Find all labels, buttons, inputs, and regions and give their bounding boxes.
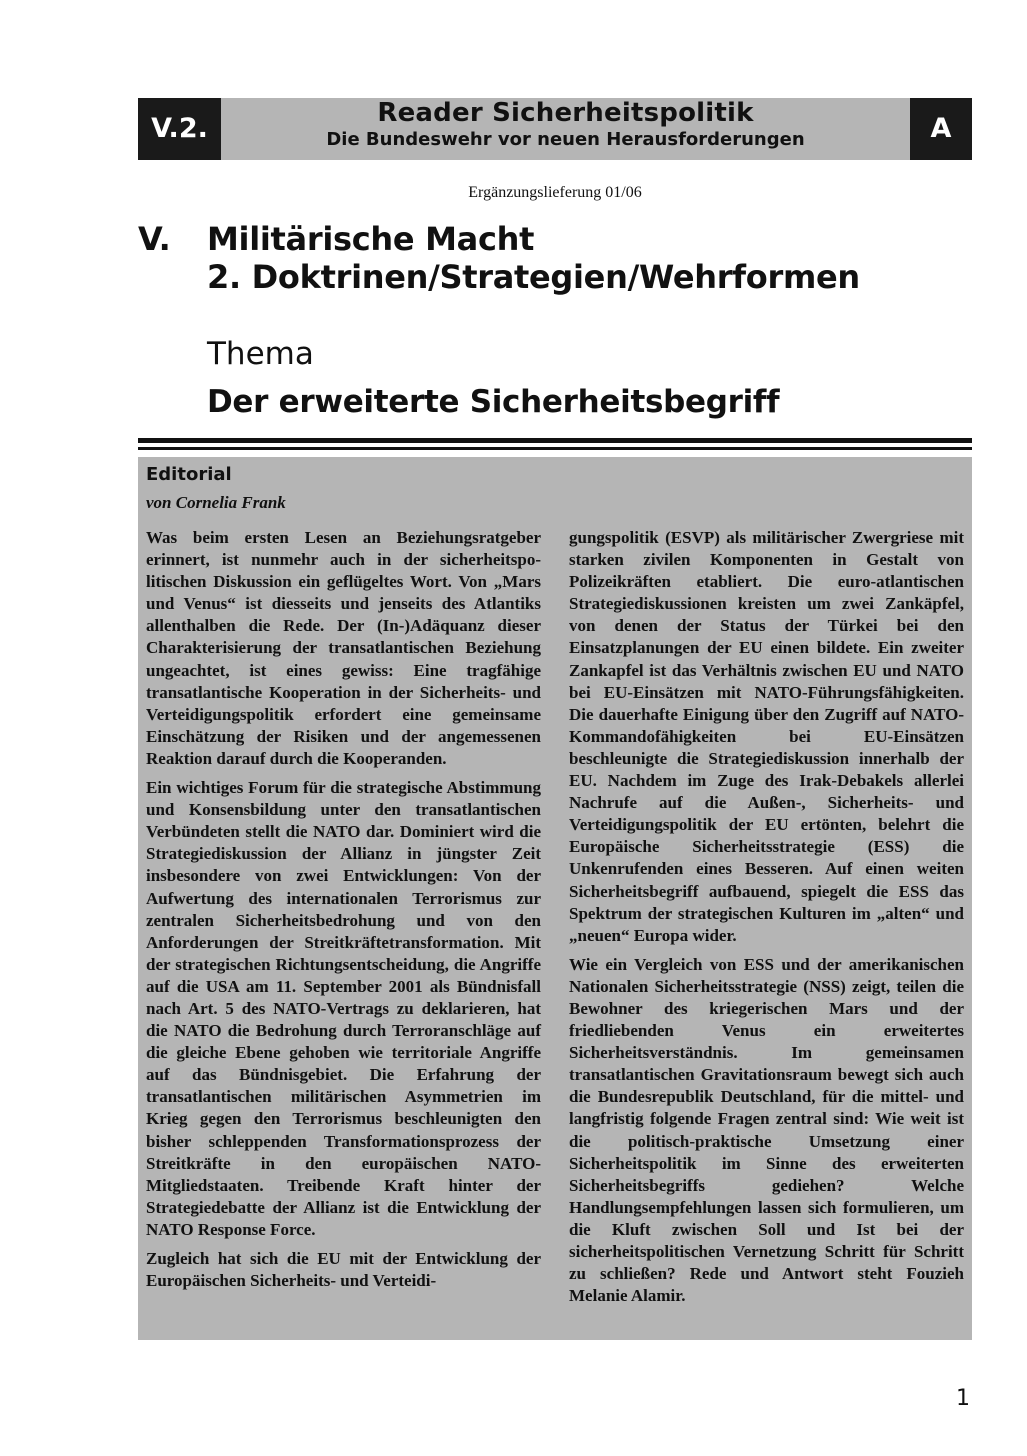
supplement-note: Ergänzungslieferung 01/06 — [468, 184, 642, 201]
editorial-column-left — [146, 527, 541, 1299]
header-center — [221, 98, 910, 160]
page-number: 1 — [956, 1386, 970, 1411]
editorial-heading: Editorial — [146, 464, 232, 485]
section-code-box: V.2. — [138, 98, 221, 160]
reader-subtitle: Die Bundeswehr vor neuen Herausforderungen — [326, 129, 805, 150]
topic-title: Der erweiterte Sicherheitsbegriff — [207, 384, 780, 420]
chapter-number: V. — [138, 220, 171, 258]
paragraph: Ein wichtiges Forum für die strategische Abstimmung und Konsensbildung unter den transatlantischen Verbündeten stellt die NATO dar. Dominiert wird die Strategiediskussion der Allianz in jüngster Zeit insbesondere von zwei Entwicklungen: Von der Aufwertung des internationalen Terrorismus zur zentralen Sicherheitsbedrohung und von den Anforderungen der Streitkräftetransformation. Mit der strategischen Richtungsentscheidung, die Angriffe auf die USA am 11. September 2001 als Bündnisfall nach Art. 5 des NATO-Vertrags zu deklarieren, hat die NATO die Bedrohung durch Terroranschläge auf die gleiche Ebene gehoben wie territoriale Angriffe auf das Bündnisgebiet. Die Erfahrung der transatlantischen militärischen Asymmetrien im Krieg gegen den Terrorismus beschleunigten den bisher schleppenden Transformationsprozess der Streitkräfte in den europäischen NATO-Mitgliedstaaten. Treibende Kraft hinter der Strategiedebatte der Allianz ist die Entwicklung der NATO Response Force. — [146, 778, 541, 1239]
paragraph: Was beim ersten Lesen an Beziehungsratgeber erinnert, ist nunmehr auch in der sicherheitspolitischen Diskussion ein geflügeltes Wort. Von „Mars und Venus“ ist diesseits und jenseits des Atlantiks allenthalben die Rede. Der (In-)Adäquanz dieser Charakterisierung der transatlantischen Beziehung ungeachtet, ist eines gewiss: Eine tragfähige transatlantische Kooperation in der Sicherheits- und Verteidigungspolitik erfordert eine gemeinsame Einschätzung der Risiken und der angemessenen Reaktion darauf durch die Kooperanden. — [146, 528, 541, 768]
chapter-title-line1: Militärische Macht — [207, 220, 535, 258]
paragraph: Wie ein Vergleich von ESS und der amerikanischen Nationalen Sicherheitsstrategie (NSS) zeigt, teilen die Bewohner des kriegerischen Mars und der friedliebenden Venus ein erweitertes Sicherheitsverständnis. Im gemeinsamen transatlantischen Gravitationsraum bewegt sich auch die Bundesrepublik Deutschland, für die mittel- und langfristig folgende Fragen zentral sind: Wie weit ist die politisch-praktische Umsetzung einer Sicherheitspolitik im Sinne des erweiterten Sicherheitsbegriffs gediehen? Welche Handlungsempfehlungen lassen sich formulieren, um die Kluft zwischen Soll und Ist bei der sicherheitspolitischen Vernetzung Schritt für Schritt zu schließen? Rede und Antwort steht Fouzieh Melanie Alamir. — [569, 954, 964, 1306]
paragraph: Zugleich hat sich die EU mit der Entwicklung der Europäischen Sicherheits- und Verteidi- — [146, 1249, 541, 1291]
editorial-box — [138, 457, 972, 1340]
topic-label: Thema — [207, 336, 314, 372]
divider-thin — [138, 447, 972, 450]
chapter-title — [207, 220, 860, 296]
editorial-column-right — [569, 527, 964, 1314]
reader-title: Reader Sicherheitspolitik — [377, 98, 754, 128]
paragraph: gungspolitik (ESVP) als militärischer Zwergriese mit starken zivilen Komponenten in Gestalt von Polizeikräften etabliert. Die euro-atlantischen Strategiediskussionen kreisten um zwei Zankäpfel, von denen der Status der Türkei bei den Einsatzplanungen der EU einen bildete. Ein zweiter Zankapfel ist das Verhältnis zwischen EU und NATO bei EU-Einsätzen mit NATO-Führungsfähigkeiten. Die dauerhafte Einigung über den Zugriff auf NATO-Kommandofähigkeiten bei EU-Einsätzen beschleunigte die Strategiediskussion innerhalb der EU. Nachdem im Zuge des Irak-Debakels allerlei Nachrufe auf die Außen-, Sicherheits- und Verteidigungspolitik der EU ertönten, belehrt die Europäische Sicherheitsstrategie (ESS) die Unkenrufenden eines Besseren. Auf einen weiten Sicherheitsbegriff aufbauend, spiegelt die ESS das Spektrum der strategischen Kulturen im „alten“ und „neuen“ Europa wider. — [569, 528, 964, 945]
chapter-title-line2: 2. Doktrinen/Strategien/Wehrformen — [207, 258, 860, 296]
page-header — [138, 98, 972, 160]
part-letter-box: A — [910, 98, 972, 160]
divider-thick — [138, 438, 972, 443]
editorial-author: von Cornelia Frank — [146, 493, 286, 512]
